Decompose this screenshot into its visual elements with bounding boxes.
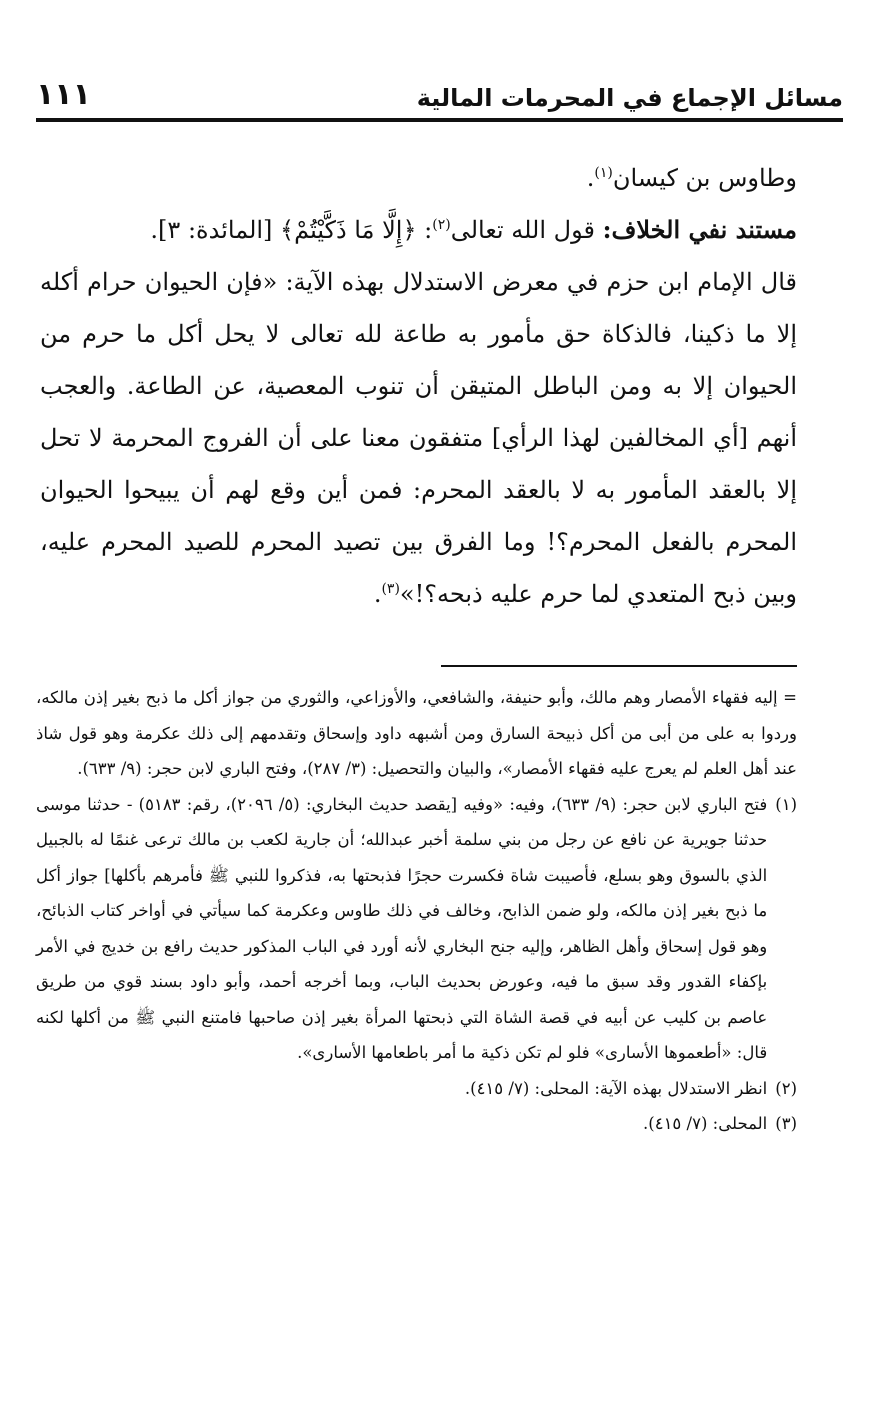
basis-text: قول الله تعالى xyxy=(450,216,603,244)
basis-label: مستند نفي الخلاف: xyxy=(602,215,797,244)
footnote-text: انظر الاستدلال بهذه الآية: المحلى: (٧/ ٤١٥). xyxy=(464,1078,768,1098)
footnote-text: فتح الباري لابن حجر: (٩/ ٦٣٣)، وفيه: «وفيه [يقصد حديث البخاري: (٥/ ٢٠٩٦)، رقم: ٥١٨٣) - حدثنا موسى حدثنا جويرية عن نافع عن رجل من بني سلمة أخبر عبدالله؛ أن جارية لكعب بن مالك ترعى غنمًا له بالجبيل الذي بالسوق وهو بسلع، فأصيبت شاة فكسرت حجرًا فذبحتها به، فذكروا للنبي ﷺ فأمرهم بأكلها] جواز أكل ما ذبح بغير إذن مالكه، ولو ضمن الذابح، وخالف في ذلك طاوس وعكرمة كما سيأتي في أواخر كتاب الذبائح، وهو قول إسحاق وأهل الظاهر، وإليه جنح البخاري لأنه أورد في الباب المذكور حديث رافع بن خديج في الأمر بإكفاء القدور وقد سبق ما فيه، وعورض بحديث الباب، وبما أخرجه أحمد، وأبو داود بسند قوي من طريق عاصم بن كليب عن أبيه في قصة الشاة التي ذبحتها المرأة بغير إذن صاحبها فامتنع النبي ﷺ من أكلها لكنه قال: «أطعموها الأسارى» فلو لم تكن ذكية ما أمر باطعامها الأسارى». xyxy=(36,794,768,1062)
footnote-mark: (١) xyxy=(775,794,797,814)
footnote-ref-1[interactable]: (١) xyxy=(594,165,613,181)
footnote-2 xyxy=(36,1071,797,1107)
footnote-ref-2[interactable]: (٢) xyxy=(432,217,451,233)
running-title: مسائل الإجماع في المحرمات المالية xyxy=(416,84,843,112)
quran-quote: : ﴿إِلَّا مَا ذَكَّيْتُمْ﴾ [المائدة: ٣]. xyxy=(150,216,433,244)
footnote-text: المحلى: (٧/ ٤١٥). xyxy=(643,1114,768,1133)
page-number: ١١١ xyxy=(36,77,91,112)
main-text xyxy=(40,152,797,620)
ibn-hazm-paragraph xyxy=(40,256,797,620)
running-header xyxy=(36,72,843,112)
header-rule xyxy=(36,118,843,122)
basis-line xyxy=(40,204,797,256)
footnotes xyxy=(36,680,797,1142)
opening-end: . xyxy=(586,164,595,192)
footnote-mark: (٢) xyxy=(775,1078,797,1098)
paragraph-end: . xyxy=(373,580,382,608)
footnote-ref-3[interactable]: (٣) xyxy=(381,581,400,597)
footnote-mark: (٣) xyxy=(775,1114,797,1133)
opening-line xyxy=(40,152,797,204)
footnote-separator xyxy=(441,665,797,667)
footnote-continued: = إليه فقهاء الأمصار وهم مالك، وأبو حنيفة، والشافعي، والأوزاعي، والثوري من جواز أكل ما ذبح بغير إذن مالكه، وردوا به على من أبى من أكل ذبيحة السارق ومن أشبهه داود وإسحاق وتقدمهم إلى ذلك عكرمة وهو قول شاذ عند أهل العلم لم يعرج عليه فقهاء الأمصار»، والبيان والتحصيل: (٣/ ٢٨٧)، وفتح الباري لابن حجر: (٩/ ٦٣٣). xyxy=(36,688,797,778)
footnote-3 xyxy=(36,1106,797,1142)
footnote-1 xyxy=(36,787,797,1071)
opening-text: وطاوس بن كيسان xyxy=(612,164,797,192)
paragraph-text: قال الإمام ابن حزم في معرض الاستدلال بهذه الآية: «فإن الحيوان حرام أكله إلا ما ذكينا، فالذكاة حق مأمور به طاعة لله تعالى لا يحل أكل ما حرم من الحيوان إلا به ومن الباطل المتيقن أن تنوب المعصية، عن الطاعة. والعجب أنهم [أي المخالفين لهذا الرأي] متفقون معنا على أن الفروج المحرمة لا تحل إلا بالعقد المأمور به لا بالعقد المحرم: فمن أين وقع لهم أن يبيحوا الحيوان المحرم بالفعل المحرم؟! وما الفرق بين تصيد المحرم للصيد المحرم عليه، وبين ذبح المتعدي لما حرم عليه ذبحه؟!» xyxy=(40,268,798,608)
